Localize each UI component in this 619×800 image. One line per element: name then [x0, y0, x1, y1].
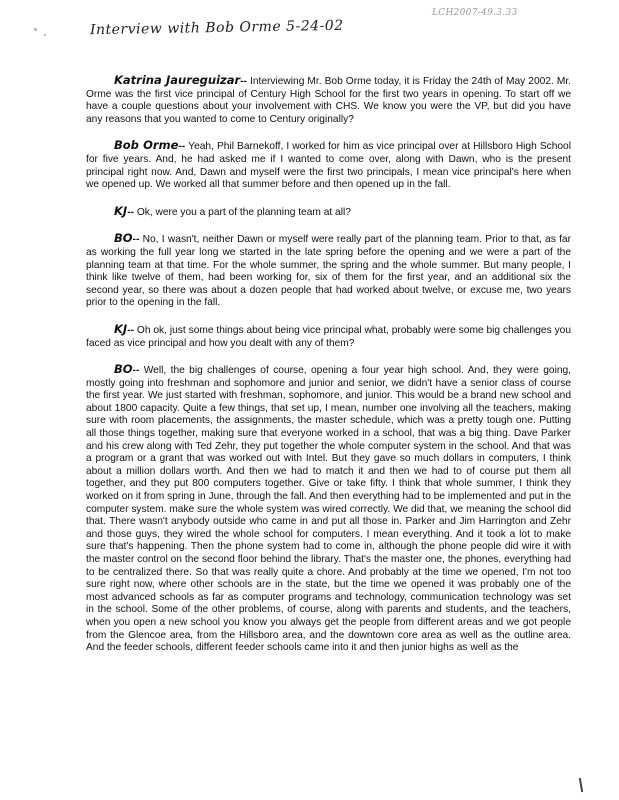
transcript-body — [86, 74, 571, 668]
paragraph: BO-- No, I wasn't, neither Dawn or myself were really part of the planning team. Prior to that, as far as working the full year long we started in the late spring before the opening and we were a part of the planning team at that time. For the whole summer, the spring and the whole summer. But many people, I think like twelve of them, had been working for, six of them for the first year, and an additional six the second year, so there was about a dozen people that had worked about twelve, or excuse me, two years prior to the opening in the fall. — [86, 231, 571, 309]
speaker-name: KJ — [114, 321, 128, 336]
scan-mark — [44, 34, 46, 36]
catalog-number: LCH2007-49.3.33 — [432, 8, 518, 18]
speaker-name: BO — [114, 231, 133, 246]
handwritten-title: Interview with Bob Orme 5-24-02 — [89, 17, 344, 39]
speaker-name: KJ — [114, 203, 128, 218]
paragraph-text: Yeah, Phil Barnekoff, I worked for him as vice principal over at Hillsboro High School for five years. And, he had asked me if I wanted to come over, along with Dawn, who is the present principal right now. And, Dawn and myself were the first two principals, I mean vice principal's here when we opened up. We worked all that summer before and then opened up in the fall. — [86, 141, 571, 191]
speaker-name: Bob Orme — [114, 138, 179, 153]
scan-mark — [34, 28, 37, 31]
paragraph: Katrina Jaureguizar-- Interviewing Mr. Bob Orme today, it is Friday the 24th of May 2002. Mr. Orme was the first vice principal of Century High School for the first two years in opening. To start off we have a couple questions about your involvement with CHS. We know you were the VP, but did you have any reasons that you wanted to come to Century originally? — [86, 73, 571, 125]
paragraph: KJ-- Ok, were you a part of the planning team at all? — [114, 203, 351, 218]
paragraph-text: Ok, were you a part of the planning team at all? — [136, 206, 351, 218]
speaker-name: Katrina Jaureguizar — [114, 73, 241, 87]
speaker-name: BO — [114, 362, 133, 377]
paragraph: KJ-- Oh ok, just some things about being vice principal what, probably were some big challenges you faced as vice principal and how you dealt with any of them? — [86, 321, 571, 349]
paragraph-text: No, I wasn't, neither Dawn or myself were really part of the planning team. Prior to that, as far as working the full year long we started in the late spring before the opening and we were a part of the planning team at that time. For the whole summer, the spring and the whole summer. But many people, I think like twelve of them, had been working for, six of them for the first year, and an additional six the second year, so there was about a dozen people that had worked about twelve, or excuse me, two years prior to the opening in the fall. — [86, 234, 571, 309]
paragraph-text: Oh ok, just some things about being vice principal what, probably were some big challenges you faced as vice principal and how you dealt with any of them? — [86, 324, 571, 349]
scan-mark — [579, 778, 583, 792]
paragraph: BO-- Well, the big challenges of course, opening a four year high school. And, they were going, mostly going into freshman and sophomore and junior and senior, we didn't have a senior class of course the first year. We just started with freshman, sophomore, and junior. This would be a brand new school and about 1800 capacity. Quite a few things, that set up, I mean, number one involving all the teachers, making sure with room placements, the assignments, the master schedule, which was a pretty tough one. Putting all those things together, making sure that everyone worked in a school, that was a big thing. Dave Parker and his crew along with Ted Zehr, they put together the whole computer system in the school. And that was a program or a grant that was worked out with Intel. But they gave so much dollars in computers, I think about a million dollars worth. And then we had to match it and then we had to of course put them all together, and they put 800 computers together. Give or take fifty. I think that whole summer, I think they worked on it from spring in June, through the fall. And then everything had to be implemented and put in the computer system. make sure the whole system was wired correctly. We did that, we meaning the school did that. There wasn't anybody outside who came in and put all those in. Parker and Jim Harrington and Zehr and those guys, they wired the whole school for computers. I mean everything. And it took a lot to make sure that's happening. Then the phone system had to come in, although the phone people did wire it with the master control on the second floor behind the library. That's the master one, the phones, everything had to be centralized there. So that was really quite a chore. And probably at the time we opened, I'm not too sure right now, where other schools are in the state, but the time we opened it was probably one of the most advanced schools as far as computer programs and technology, communication technology was set in the school. Some of the other problems, of course, along with parents and students, and the teachers, when you open a new school you know you always get the people from different areas and we got people from the Glencoe area, from the Hillsboro area, and the downtown core area as well as the outline area. And the feeder schools, different feeder schools came into it and then junior highs as well as the — [86, 362, 571, 654]
paragraph: Bob Orme-- Yeah, Phil Barnekoff, I worked for him as vice principal over at Hillsboro High School for five years. And, he had asked me if I wanted to come over, along with Dawn, who is the present principal right now. And, Dawn and myself were the first two principals, I mean vice principal's here when we opened up. We worked all that summer before and then opened up in the fall. — [86, 138, 571, 191]
paragraph-text: Interviewing Mr. Bob Orme today, it is Friday the 24th of May 2002. Mr. Orme was the first vice principal of Century High School for the first two years in opening. To start off we have a couple questions about your involvement with CHS. We know you were the VP, but did you have any reasons that you wanted to come to Century originally? — [86, 76, 571, 125]
paragraph-text: Well, the big challenges of course, opening a four year high school. And, they were going, mostly going into freshman and sophomore and junior and senior, we didn't have a senior class of course the first year. We just started with freshman, sophomore, and junior. This would be a brand new school and about 1800 capacity. Quite a few things, that set up, I mean, number one involving all the teachers, making sure with room placements, the assignments, the master schedule, which was a pretty tough one. Putting all those things together, making sure that everyone worked in a school, that was a big thing. Dave Parker and his crew along with Ted Zehr, they put together the whole computer system in the school. And that was a program or a grant that was worked out with Intel. But they gave so much dollars in computers, I think about a million dollars worth. And then we had to match it and then we had to of course put them all together, and they put 800 computers together. Give or take fifty. I think that whole summer, I think they worked on it from spring in June, through the fall. And then everything had to be implemented and put in the computer system. make sure the whole system was wired correctly. We did that, we meaning the school did that. There wasn't anybody outside who came in and put all those in. Parker and Jim Harrington and Zehr and those guys, they wired the whole school for computers. I mean everything. And it took a lot to make sure that's happening. Then the phone system had to come in, although the phone people did wire it with the master control on the second floor behind the library. That's the master one, the phones, everything had to be centralized there. So that was really quite a chore. And probably at the time we opened, I'm not too sure right now, where other schools are in the state, but the time we opened it was probably one of the most advanced schools as far as computer programs and technology, communication technology was set in the school. Some of the other problems, of course, along with parents and students, and the teachers, when you open a new school you know you always get the people from different areas and we got people from the Glencoe area, from the Hillsboro area, and the downtown core area as well as the outline area. And the feeder schools, different feeder schools came into it and then junior highs as well as the — [86, 365, 571, 654]
